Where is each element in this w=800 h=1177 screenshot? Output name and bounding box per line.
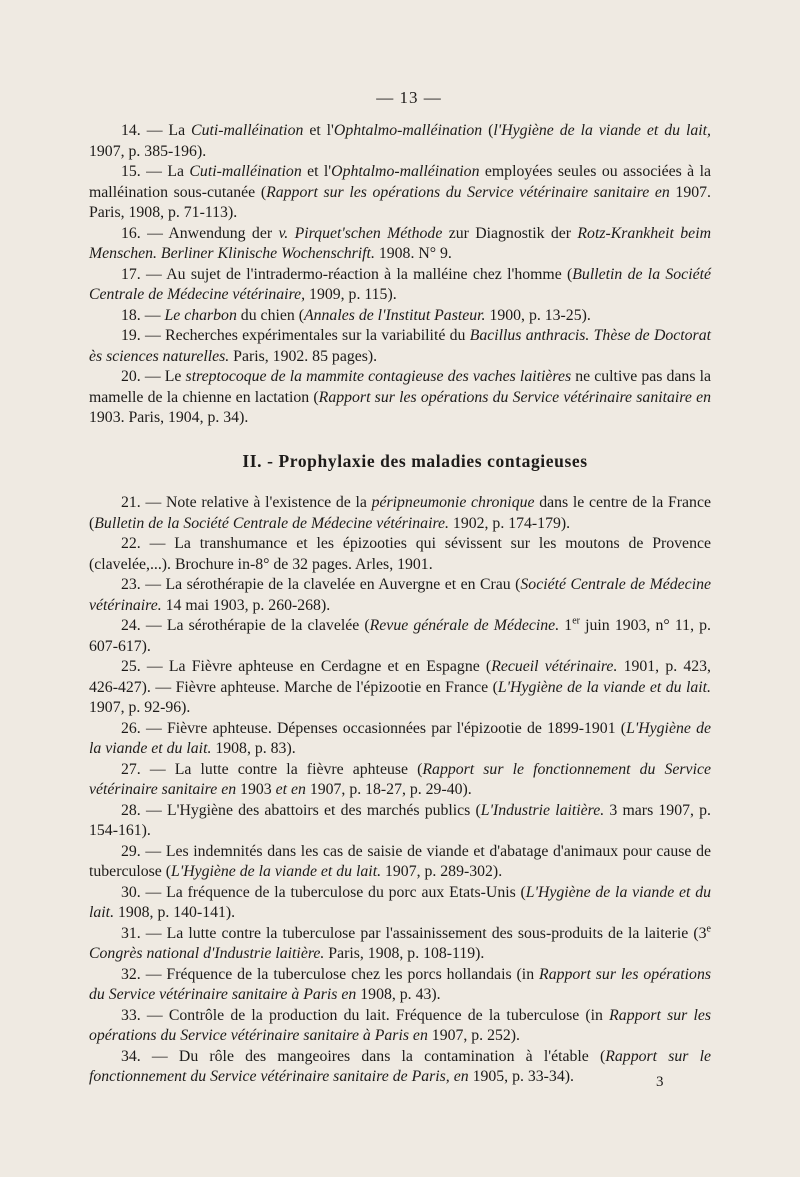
bibliography-entry (89, 719, 711, 760)
entry-text: zur Diagnostik der (442, 224, 578, 242)
italic-text: Ophtalmo-malléination (333, 122, 483, 139)
italic-text: L'Industrie laitière. (480, 801, 605, 819)
entry-text: 20. — Le (121, 368, 186, 385)
entry-text: 25. — La Fièvre aphteuse en Cerdagne et en Espagne ( (121, 658, 492, 675)
entry-text: 24. — La sérothérapie de la clavelée ( (121, 617, 370, 634)
entry-text: 1 (559, 617, 573, 634)
italic-text: Société Centrale de Médecine vétérinaire. (89, 576, 711, 614)
italic-text: v. Pirquet'schen Méthode (278, 224, 443, 242)
entry-text: 1907. Paris, 1908, p. 71-113). (89, 183, 711, 221)
italic-text: Rapport sur les opérations du Service vétérinaire sanitaire en (266, 183, 670, 201)
entry-text: 32. — Fréquence de la tuberculose chez les porcs hollandais (in (121, 965, 540, 983)
entry-text: dans le centre de la France ( (89, 494, 711, 532)
italic-text: Rapport sur les opérations du Service vétérinaire sanitaire à Paris en (89, 965, 711, 1003)
entry-text: 27. — La lutte contre la fièvre aphteuse ( (121, 760, 423, 778)
bibliography-entry (89, 224, 711, 265)
italic-text: Rapport sur le fonctionnement du Service vétérinaire sanitaire en (89, 760, 711, 798)
italic-text: Rapport sur les opérations du Service vétérinaire sanitaire en (318, 388, 711, 406)
entry-text: 21. — Note relative à l'existence de la (121, 494, 372, 511)
bibliography-entry (89, 265, 711, 306)
italic-text: Cuti-malléination (191, 122, 304, 139)
entry-text: 1908, p. 83). (211, 740, 296, 757)
entry-text: 1907, p. 385-196). (89, 142, 207, 160)
entry-text: 1908, p. 140-141). (114, 904, 236, 921)
bibliography-list-part-1 (89, 121, 711, 429)
entry-text: 17. — Au sujet de l'intradermo-réaction à la malléine chez l'homme ( (121, 265, 573, 283)
italic-text: Rotz-Krankheit beim Menschen. Berliner Klinische Wochenschrift. (89, 224, 711, 262)
italic-text: Revue générale de Médecine. (369, 617, 560, 634)
entry-text: 1901, p. 423, 426-427). — Fièvre aphteuse. Marche de l'épizootie en France ( (89, 658, 711, 696)
bibliography-entry (89, 534, 711, 575)
bibliography-entry (89, 657, 711, 719)
entry-text: 1902, p. 174-179). (448, 514, 571, 532)
entry-text: Paris, 1908, p. 108-119). (324, 945, 485, 962)
italic-text: et en (275, 781, 306, 798)
italic-text: l'Hygiène de la viande et du lait, (493, 122, 711, 139)
italic-text: streptocoque de la mammite contagieuse des vaches laitières (185, 368, 572, 385)
bibliography-list-part-2 (89, 493, 711, 1088)
entry-text: 1908, p. 43). (356, 986, 441, 1003)
italic-text: Bacillus anthracis. Thèse de Doctorat ès sciences naturelles. (89, 327, 711, 365)
italic-text: Annales de l'Institut Pasteur. (303, 306, 486, 324)
entry-text: 28. — L'Hygiène des abattoirs et des marchés publics ( (121, 801, 481, 819)
entry-text: 33. — Contrôle de la production du lait. Fréquence de la tuberculose (in (121, 1006, 610, 1024)
entry-text: du chien ( (236, 306, 304, 324)
entry-text: 3 mars 1907, p. 154-161). (89, 801, 712, 839)
italic-text: Rapport sur le fonctionnement du Service vétérinaire sanitaire de Paris, en (89, 1047, 711, 1085)
entry-text: 1907, p. 289-302). (381, 863, 503, 880)
bibliography-entry (89, 493, 711, 534)
entry-text: 19. — Recherches expérimentales sur la variabilité du (121, 327, 470, 344)
entry-text: 29. — Les indemnités dans les cas de saisie de viande et d'abatage d'animaux pour cause de tuberculose ( (89, 842, 711, 880)
entry-text: 1903 (236, 781, 276, 798)
entry-text: 18. — (121, 306, 165, 324)
entry-text: 14. — La (121, 122, 192, 139)
bibliography-entry (89, 367, 711, 429)
entry-text: 22. — La transhumance et les épizooties qui sévissent sur les moutons de Provence (clavelée,...). Brochure in-8° de 32 pages. Arles, 1901. (89, 535, 711, 573)
italic-text: L'Hygiène de la viande et du lait. (89, 719, 711, 757)
section-heading: II. - Prophylaxie des maladies contagieuses (242, 451, 588, 471)
italic-text: Recueil vétérinaire. (491, 658, 618, 675)
bibliography-entry (89, 924, 711, 965)
bibliography-entry (89, 883, 711, 924)
entry-text: e (706, 923, 711, 935)
entry-text: 30. — La fréquence de la tuberculose du porc aux Etats-Unis ( (121, 883, 526, 901)
bibliography-entry (89, 326, 711, 367)
entry-text: 16. — Anwendung der (121, 224, 279, 242)
entry-text: Paris, 1902. 85 pages). (229, 347, 378, 365)
italic-text: L'Hygiène de la viande et du lait. (497, 678, 711, 696)
signature-mark: 3 (656, 1074, 664, 1090)
bibliography-entry (89, 1006, 711, 1047)
bibliography-entry (89, 121, 711, 162)
page-number: — 13 — (376, 88, 442, 107)
bibliography-entry (89, 1047, 711, 1088)
entry-text: 14 mai 1903, p. 260-268). (161, 596, 331, 614)
italic-text: L'Hygiène de la viande et du lait. (89, 883, 711, 921)
entry-text: 1908. N° 9. (374, 245, 452, 262)
italic-text: Ophtalmo-malléination (331, 163, 480, 180)
entry-text: et l' (303, 122, 334, 139)
italic-text: Congrès national d'Industrie laitière. (89, 945, 325, 962)
italic-text: Le charbon (164, 306, 237, 324)
entry-text: 26. — Fièvre aphteuse. Dépenses occasionnées par l'épizootie de 1899-1901 ( (121, 719, 627, 737)
italic-text: péripneumonie chronique (371, 494, 535, 511)
entry-text: juin 1903, n° 11, p. 607-617). (89, 617, 711, 655)
bibliography-entry (89, 760, 711, 801)
entry-text: 1909, p. 115). (305, 286, 397, 303)
entry-text: employées seules ou associées à la malléination sous-cutanée ( (89, 163, 711, 201)
italic-text: Cuti-malléination (189, 163, 302, 180)
entry-text: 1905, p. 33-34). (468, 1068, 574, 1085)
entry-text: 15. — La (121, 163, 190, 180)
entry-text: 1907, p. 18-27, p. 29-40). (305, 781, 472, 798)
bibliography-entry (89, 965, 711, 1006)
entry-text: 1903. Paris, 1904, p. 34). (89, 409, 249, 426)
entry-text: 31. — La lutte contre la tuberculose par l'assainissement des sous-produits de la laiterie (3 (121, 924, 707, 942)
italic-text: Bulletin de la Société Centrale de Médecine vétérinaire, (89, 265, 711, 303)
entry-text: ( (482, 122, 494, 139)
entry-text: 1907, p. 92-96). (89, 699, 191, 716)
bibliography-entry (89, 306, 711, 327)
bibliography-entry (89, 162, 711, 224)
entry-text: 34. — Du rôle des mangeoires dans la contamination à l'étable ( (121, 1047, 606, 1065)
entry-text: er (572, 615, 580, 627)
entry-text: ne cultive pas dans la mamelle de la chienne en lactation ( (89, 368, 711, 406)
italic-text: L'Hygiène de la viande et du lait. (171, 863, 382, 880)
entry-text: 23. — La sérothérapie de la clavelée en Auvergne et en Crau ( (121, 576, 521, 593)
bibliography-entry (89, 616, 711, 657)
entry-text: 1907, p. 252). (427, 1027, 520, 1044)
bibliography-entry (89, 575, 711, 616)
entry-text: et l' (301, 163, 332, 180)
bibliography-entry (89, 801, 711, 842)
bibliography-entry (89, 842, 711, 883)
entry-text: 1900, p. 13-25). (485, 306, 591, 324)
italic-text: Rapport sur les opérations du Service vétérinaire sanitaire à Paris en (89, 1006, 711, 1044)
italic-text: Bulletin de la Société Centrale de Médecine vétérinaire. (94, 514, 449, 532)
